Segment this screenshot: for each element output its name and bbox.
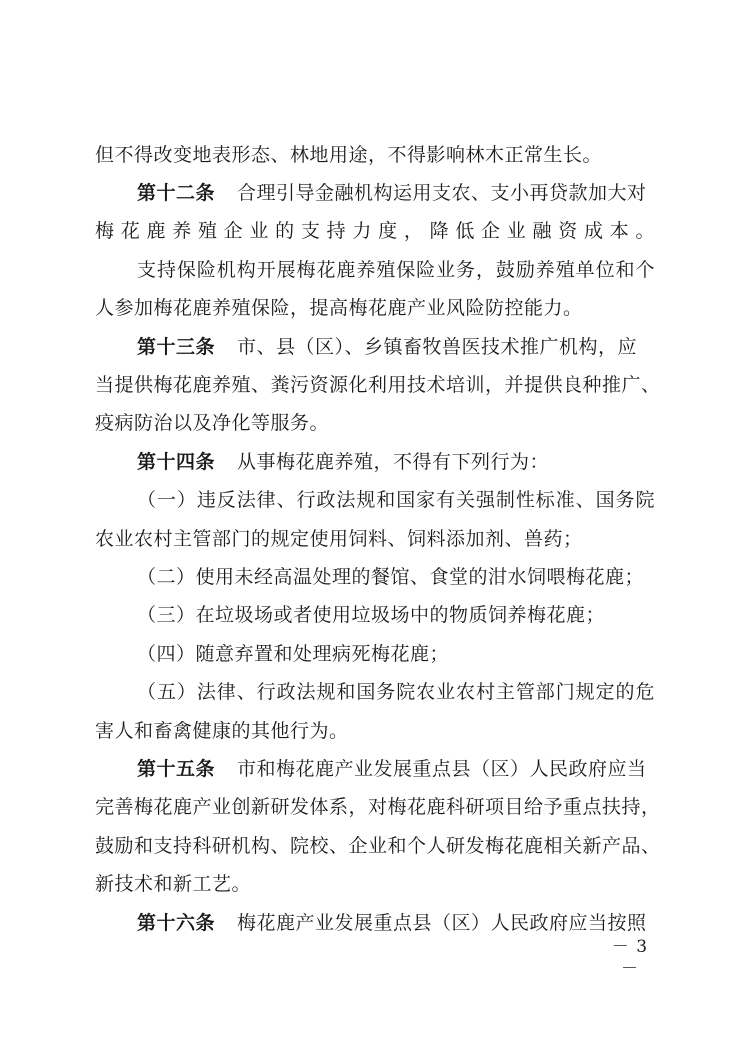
- text-content: 人参加梅花鹿养殖保险，提高梅花鹿产业风险防控能力。: [95, 297, 583, 319]
- text-content: 支持保险机构开展梅花鹿养殖保险业务，鼓励养殖单位和个: [137, 259, 655, 281]
- article-title: 第十五条: [137, 758, 216, 780]
- text-line: [95, 372, 661, 398]
- list-item-line: [137, 679, 655, 705]
- text-line: [95, 295, 655, 321]
- text-content: （四）随意弃置和处理病死梅花鹿；: [137, 643, 450, 665]
- text-content: 新技术和新工艺。: [95, 873, 252, 895]
- article-13-heading-line: [137, 334, 655, 360]
- text-line: [95, 142, 655, 168]
- text-content: 鼓励和支持科研机构、院校、企业和个人研发梅花鹿相关新产品、: [95, 835, 661, 857]
- article-12-heading-line: [137, 180, 655, 206]
- article-title: 第十三条: [137, 336, 216, 358]
- text-line: [95, 794, 661, 820]
- text-content: 农业农村主管部门的规定使用饲料、饲料添加剂、兽药；: [95, 528, 583, 550]
- text-content: （三）在垃圾场或者使用垃圾场中的物质饲养梅花鹿；: [137, 604, 606, 626]
- article-title: 第十六条: [137, 912, 216, 934]
- article-title: 第十二条: [137, 182, 216, 204]
- text-content: （一）违反法律、行政法规和国家有关强制性标准、国务院: [137, 489, 655, 511]
- list-item-line: [137, 602, 655, 628]
- text-content: 疫病防治以及净化等服务。: [95, 412, 330, 434]
- text-line: [95, 871, 655, 897]
- text-line: [95, 526, 655, 552]
- text-content: 当提供梅花鹿养殖、粪污资源化利用技术培训，并提供良种推广、: [95, 374, 661, 396]
- text-content: （五）法律、行政法规和国务院农业农村主管部门规定的危: [137, 681, 655, 703]
- article-14-heading-line: [137, 449, 655, 475]
- text-line: [95, 833, 661, 859]
- text-content: 市、县（区）、乡镇畜牧兽医技术推广机构，应: [237, 336, 638, 358]
- list-item-line: [137, 487, 655, 513]
- text-content: 害人和畜禽健康的其他行为。: [95, 720, 349, 742]
- article-title: 第十四条: [137, 451, 216, 473]
- text-content: 完善梅花鹿产业创新研发体系，对梅花鹿科研项目给予重点扶持，: [95, 796, 661, 818]
- text-line: [95, 410, 655, 436]
- text-content: 从事梅花鹿养殖，不得有下列行为：: [237, 451, 550, 473]
- text-content: 市和梅花鹿产业发展重点县（区）人民政府应当: [237, 758, 647, 780]
- article-15-heading-line: [137, 756, 655, 782]
- page-number: － 3 －: [611, 937, 649, 979]
- list-item-line: [137, 641, 655, 667]
- text-line: [95, 718, 655, 744]
- list-item-line: [137, 564, 655, 590]
- text-content: （二）使用未经高温处理的餐馆、食堂的泔水饲喂梅花鹿；: [137, 566, 645, 588]
- text-content: 梅花鹿产业发展重点县（区）人民政府应当按照: [237, 912, 647, 934]
- article-16-heading-line: [137, 910, 655, 936]
- text-content: 合理引导金融机构运用支农、支小再贷款加大对: [237, 182, 647, 204]
- text-content: 梅花鹿养殖企业的支持力度，降低企业融资成本。: [95, 220, 655, 242]
- text-line: [137, 257, 655, 283]
- text-content: 但不得改变地表形态、林地用途，不得影响林木正常生长。: [95, 144, 603, 166]
- text-line: [95, 218, 655, 244]
